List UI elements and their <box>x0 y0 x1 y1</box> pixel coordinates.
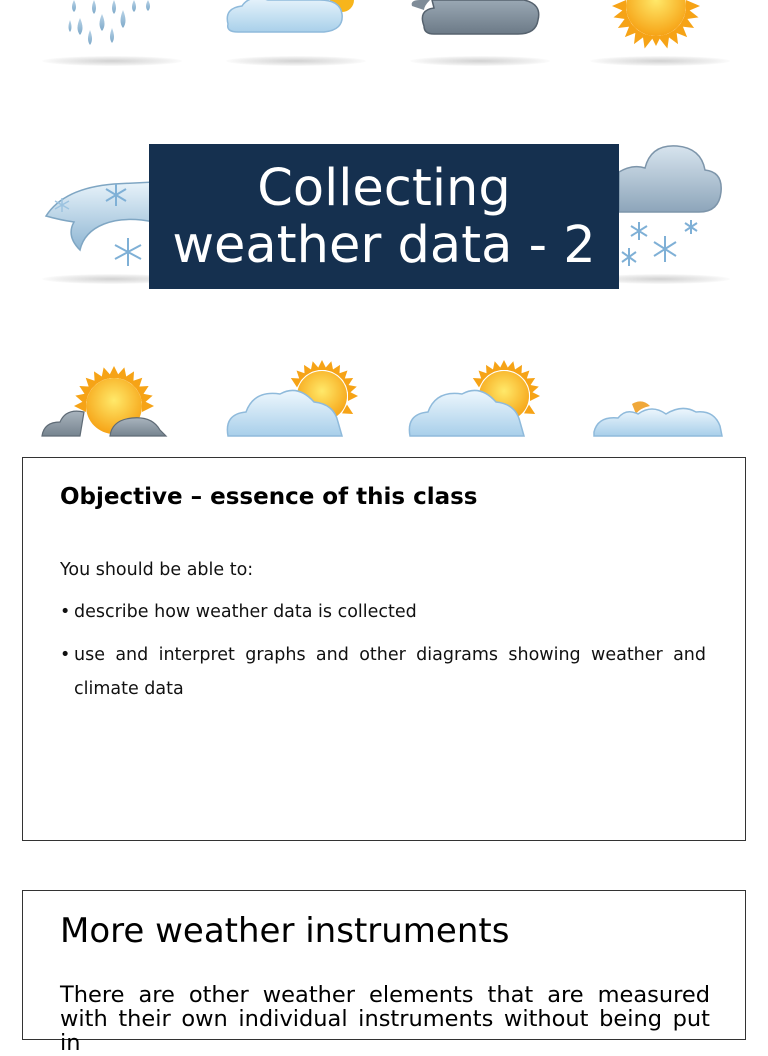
cloud-sun-icon <box>406 364 546 436</box>
rain-icon <box>60 0 160 50</box>
slide-title <box>172 160 595 274</box>
snowflake-icon <box>115 238 141 266</box>
title-line-2: weather data - 2 <box>172 215 596 275</box>
title-slide <box>0 0 768 436</box>
bullet-icon: • <box>60 602 71 622</box>
title-line-1: Collecting <box>257 158 511 218</box>
objective-heading: Objective – essence of this class <box>60 484 478 510</box>
snow-cloud-icon <box>619 140 729 270</box>
wind-snow-icon <box>44 176 154 268</box>
icon-shadow <box>410 56 550 66</box>
cloud-sun-icon <box>224 364 364 436</box>
objective-slide <box>22 457 746 841</box>
instruments-slide <box>22 890 746 1056</box>
bullet-icon: • <box>60 645 71 665</box>
dark-cloud-icon <box>408 0 548 40</box>
icon-shadow <box>42 56 182 66</box>
title-box <box>149 144 619 289</box>
objective-bullet-list <box>60 595 706 715</box>
list-item <box>60 638 706 706</box>
cloud-sun-icon <box>220 0 360 40</box>
sun-cloud-icon <box>40 368 170 436</box>
bullet-text: describe how weather data is collected <box>74 602 417 622</box>
bullet-text: use and interpret graphs and other diagrams showing weather and climate data <box>74 645 706 699</box>
objective-intro: You should be able to: <box>60 560 254 580</box>
instruments-heading: More weather instruments <box>60 911 510 951</box>
list-item <box>60 595 706 629</box>
instruments-body: There are other weather elements that are measured with their own individual instruments without being put in <box>60 982 710 1056</box>
moon-cloud-icon <box>592 398 726 436</box>
icon-shadow <box>226 56 366 66</box>
sun-icon <box>592 0 722 58</box>
